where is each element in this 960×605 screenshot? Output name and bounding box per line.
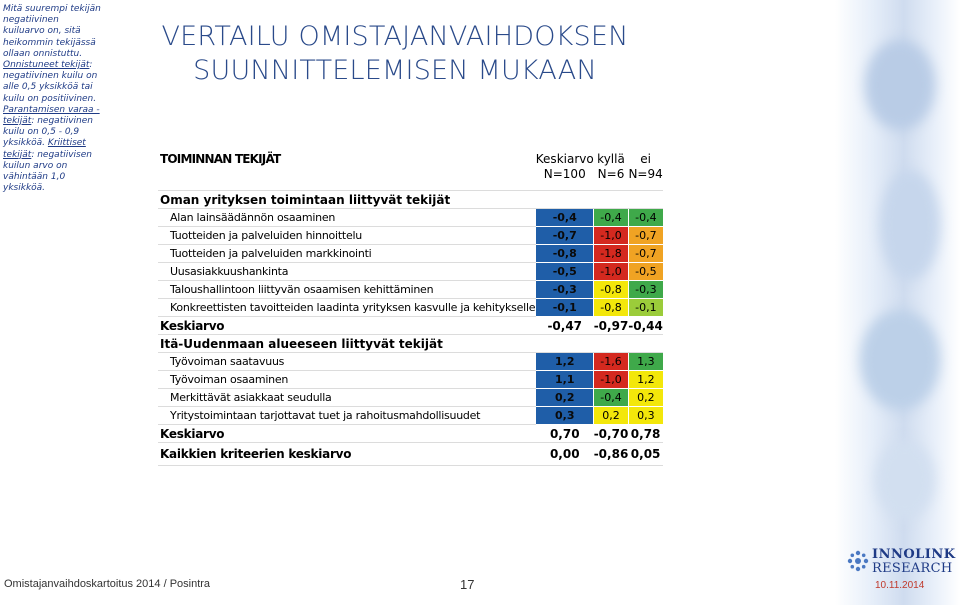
table-row: Alan lainsäädännön osaaminen -0,4 -0,4 -0,4 (158, 209, 663, 227)
info-panel (0, 0, 103, 204)
total-average-row: Kaikkien kriteerien keskiarvo 0,00 -0,86 0,05 (158, 443, 663, 466)
table-row: Yritystoimintaan tarjottavat tuet ja rahoitusmahdollisuudet 0,3 0,2 0,3 (158, 407, 663, 425)
info-successful-term: Onnistuneet tekijät (3, 60, 90, 71)
table-row: Tuotteiden ja palveluiden hinnoittelu -0,7 -1,0 -0,7 (158, 227, 663, 245)
info-successful-text: : negatiivinen kuilu on alle 0,5 yksikköä tai kuilu on positiivinen. (3, 60, 98, 104)
section-heading: Itä-Uudenmaan alueeseen liittyvät tekijät (158, 335, 663, 353)
footer-source: Omistajanvaihdoskartoitus 2014 / Posintra (4, 578, 211, 590)
header-col-yes: kyllä N=6 (594, 150, 629, 191)
section-heading: Oman yrityksen toimintaan liittyvät tekijät (158, 191, 663, 209)
page-number: 17 (460, 577, 475, 592)
header-col-average: Keskiarvo N=100 (536, 150, 594, 191)
table-row: Työvoiman saatavuus 1,2 -1,6 1,3 (158, 353, 663, 371)
table-row: Uusasiakkuushankinta -0,5 -1,0 -0,5 (158, 263, 663, 281)
innolink-logo (846, 547, 956, 579)
table-row: Työvoiman osaaminen 1,1 -1,0 1,2 (158, 371, 663, 389)
average-row: Keskiarvo 0,70 -0,70 0,78 (158, 425, 663, 443)
logo-text-innolink: INNOLINK (872, 547, 956, 562)
header-col-no: ei N=94 (628, 150, 663, 191)
table-header (158, 150, 663, 191)
title-line-2: SUUNNITTELEMISEN MUKAAN (193, 55, 597, 86)
info-intro: Mitä suurempi tekijän negatiivinen kuiluarvo on, sitä heikommin tekijässä ollaan onnistuttu. (3, 4, 101, 59)
innolink-logo-icon (846, 549, 870, 573)
table-row: Konkreettisten tavoitteiden laadinta yrityksen kasvulle ja kehitykselle -0,1 -0,8 -0,1 (158, 299, 663, 317)
decorative-background-image (835, 0, 960, 605)
comparison-table (158, 150, 663, 466)
info-critical-term: Kriittiset tekijät (3, 138, 86, 160)
average-row: Keskiarvo -0,47 -0,97 -0,44 (160, 318, 663, 333)
table-row: Tuotteiden ja palveluiden markkinointi -0,8 -1,8 -0,7 (158, 245, 663, 263)
table-row: Merkittävät asiakkaat seudulla 0,2 -0,4 0,2 (158, 389, 663, 407)
footer-date: 10.11.2014 (875, 580, 925, 591)
info-improvement-text: : negatiivinen kuilu on 0,5 - 0,9 yksikköä. (3, 116, 93, 149)
info-critical-text: : negatiivisen kuilun arvo on vähintään 1,0 yksikköä. (3, 149, 92, 194)
header-label: TOIMINNAN TEKIJÄT (158, 150, 536, 191)
title-line-1: VERTAILU OMISTAJANVAIHDOKSEN (161, 21, 629, 52)
info-improvement-term: Parantamisen varaa - tekijät (3, 104, 100, 127)
logo-text-research: RESEARCH (872, 561, 953, 576)
table-row: Taloushallintoon liittyvän osaamisen kehittäminen -0,3 -0,8 -0,3 (158, 281, 663, 299)
slide-title (150, 20, 640, 88)
